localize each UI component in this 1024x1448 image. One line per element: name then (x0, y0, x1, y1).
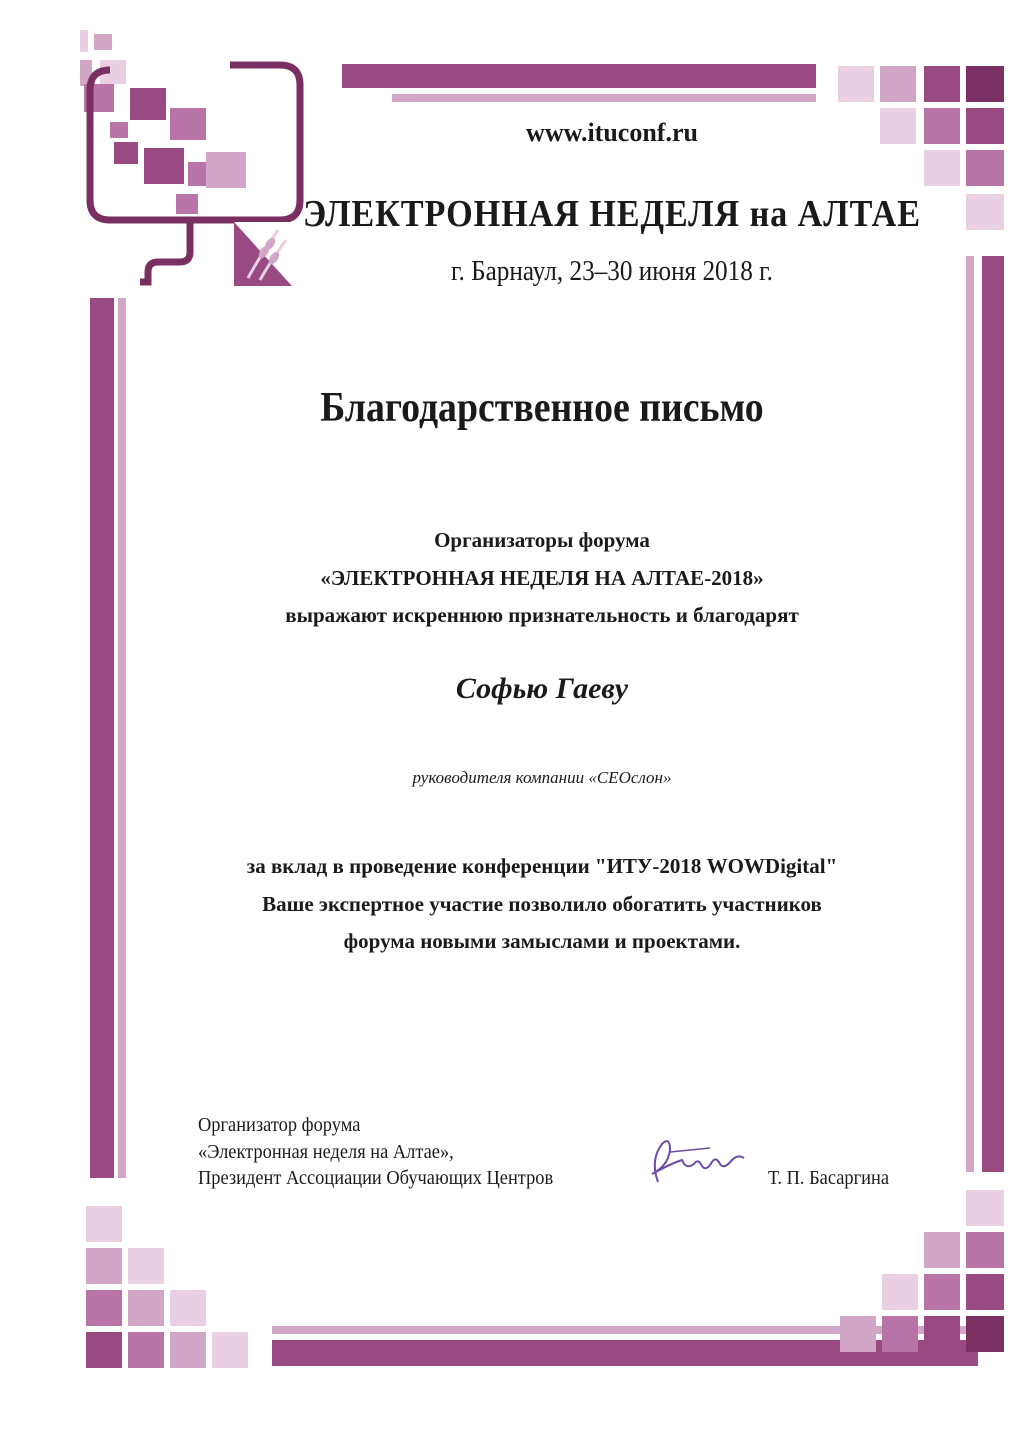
signature-block-line: Президент Ассоциации Обучающих Центров (198, 1167, 554, 1189)
body-line: за вклад в проведение конференции "ИТУ-2018 WOWDigital" (246, 854, 838, 878)
body-line: форума новыми замыслами и проектами. (343, 929, 741, 953)
event-place-date: г. Барнаул, 23–30 июня 2018 г. (451, 256, 773, 287)
deco-square (882, 1316, 918, 1352)
deco-square (128, 1248, 164, 1284)
deco-square (128, 1290, 164, 1326)
deco-square (170, 1290, 206, 1326)
recipient-role: руководителя компании «СЕОслон» (412, 768, 672, 787)
deco-square (86, 1248, 122, 1284)
deco-square (86, 1332, 122, 1368)
deco-square (86, 1290, 122, 1326)
deco-square (924, 150, 960, 186)
deco-square (882, 1274, 918, 1310)
deco-square (880, 66, 916, 102)
document-title: Благодарственное письмо (320, 385, 764, 431)
top-bar-light (392, 94, 816, 102)
deco-square (966, 66, 1004, 102)
body-line: Ваше экспертное участие позволило обогатить участников (262, 892, 822, 916)
recipient-name: Софью Гаеву (455, 672, 629, 705)
deco-square (966, 1232, 1004, 1268)
organizers-line: «ЭЛЕКТРОННАЯ НЕДЕЛЯ НА АЛТАЕ-2018» (320, 566, 764, 590)
deco-square (840, 1316, 876, 1352)
deco-square (966, 1190, 1004, 1226)
site-url: www.ituconf.ru (526, 118, 698, 147)
top-bar-dark (342, 64, 816, 88)
deco-square (966, 1274, 1004, 1310)
organizers-line: выражают искреннюю признательность и благодарят (285, 603, 799, 627)
deco-square (966, 1316, 1004, 1352)
deco-square (966, 150, 1004, 186)
deco-square (86, 1206, 122, 1242)
handwritten-signature-icon (640, 1130, 750, 1190)
organizers-line: Организаторы форума (434, 528, 650, 552)
deco-square (128, 1332, 164, 1368)
deco-square (212, 1332, 248, 1368)
deco-square (924, 66, 960, 102)
deco-square (924, 1274, 960, 1310)
event-name: ЭЛЕКТРОННАЯ НЕДЕЛЯ на АЛТАЕ (303, 193, 921, 235)
deco-square (170, 1332, 206, 1368)
deco-square (838, 66, 874, 102)
deco-square (924, 1232, 960, 1268)
signature-block-line: Организатор форума (198, 1114, 361, 1136)
signature-block-line: «Электронная неделя на Алтае», (198, 1141, 454, 1163)
signer-name: Т. П. Басаргина (768, 1167, 889, 1189)
deco-square (924, 1316, 960, 1352)
